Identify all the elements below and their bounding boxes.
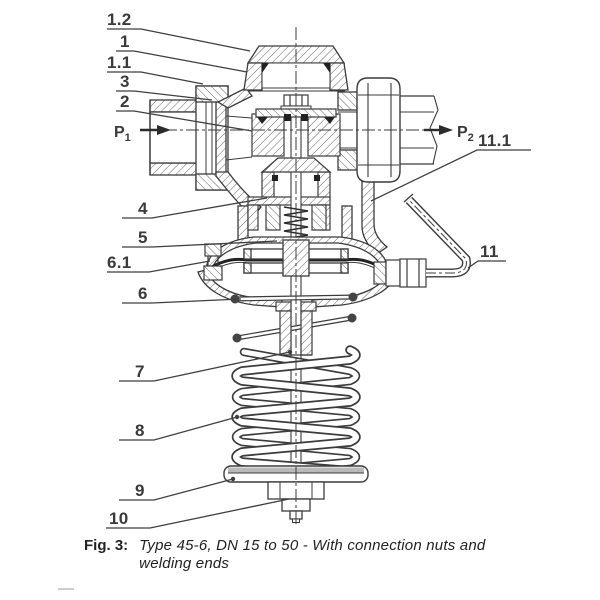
scan-artifact <box>58 588 74 590</box>
outlet-pressure-label: $P_2$ <box>457 124 474 144</box>
part-label-10: 10 <box>109 509 129 528</box>
part-label-6-1: 6.1 <box>107 253 132 272</box>
part-label-9: 9 <box>135 481 145 500</box>
part-label-3: 3 <box>120 72 130 91</box>
figure-caption <box>84 537 485 573</box>
body-inlet-flange <box>216 102 226 174</box>
part-label-5: 5 <box>138 228 148 247</box>
part-label-11-1: 11.1 <box>478 131 512 150</box>
figure-caption-label: Fig. 3: <box>84 537 129 554</box>
part-label-1: 1 <box>120 32 130 51</box>
rod-ball <box>349 293 358 302</box>
part-label-1-1: 1.1 <box>107 53 132 72</box>
leader-10 <box>106 499 289 528</box>
part-label-4: 4 <box>138 199 148 218</box>
leader-1 <box>116 51 247 72</box>
part-label-1-2: 1.2 <box>107 10 132 29</box>
part-label-8: 8 <box>135 421 145 440</box>
plug-cage-left <box>252 114 284 156</box>
figure-caption-text <box>139 537 485 573</box>
part-label-6: 6 <box>138 284 148 303</box>
inlet-pressure-label: $P_1$ <box>114 124 131 144</box>
part-label-2: 2 <box>120 92 130 111</box>
leader-11 <box>468 261 506 268</box>
control-line-fitting <box>374 259 426 287</box>
part-label-11: 11 <box>480 242 499 261</box>
part-label-7: 7 <box>135 362 145 381</box>
plug-cage-right <box>308 114 340 156</box>
outlet-arrow <box>439 125 453 135</box>
figure-caption-line1: Type 45-6, DN 15 to 50 - With connection nuts and <box>139 537 486 554</box>
rod-ball <box>233 334 242 343</box>
figure-caption-line2: welding ends <box>139 555 230 572</box>
rod-ball <box>348 314 357 323</box>
